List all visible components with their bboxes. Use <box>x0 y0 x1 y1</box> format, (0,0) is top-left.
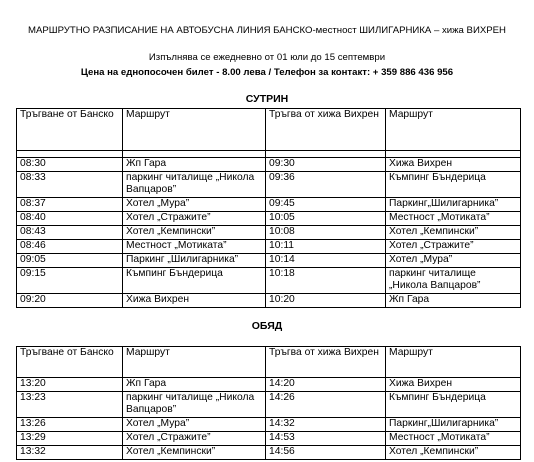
section-title-morning: СУТРИН <box>245 93 289 105</box>
departure-time-bansko: 08:37 <box>17 198 123 212</box>
spacer-cell <box>17 151 123 158</box>
route-stop: паркинг читалище „Никола Вапцаров” <box>123 172 266 198</box>
route-stop: Хотел „Стражите” <box>386 240 521 254</box>
table-row <box>17 240 521 254</box>
departure-time-vihren: 09:36 <box>266 172 386 198</box>
departure-time-vihren: 09:30 <box>266 158 386 172</box>
route-stop: Хижа Вихрен <box>123 294 266 308</box>
column-header-depart-bansko: Тръгване от Банско <box>17 109 123 151</box>
route-stop: Къмпинг Бъндерица <box>386 392 521 418</box>
table-row <box>17 392 521 418</box>
route-stop: Паркинг „Шилигарника” <box>123 254 266 268</box>
departure-time-bansko: 08:30 <box>17 158 123 172</box>
column-header-route: Маршрут <box>123 109 266 151</box>
route-stop: Жп Гара <box>386 294 521 308</box>
route-stop: Местност „Мотиката” <box>386 212 521 226</box>
route-stop: Къмпинг Бъндерица <box>123 268 266 294</box>
departure-time-vihren: 10:18 <box>266 268 386 294</box>
route-stop: Хижа Вихрен <box>386 158 521 172</box>
departure-time-bansko: 13:20 <box>17 378 123 392</box>
column-header-depart-bansko: Тръгване от Банско <box>17 347 123 378</box>
table-row <box>17 254 521 268</box>
column-header-depart-vihren: Тръгва от хижа Вихрен <box>266 347 386 378</box>
table-row <box>17 172 521 198</box>
departure-time-vihren: 14:53 <box>266 432 386 446</box>
price-and-contact: Цена на еднопосочен билет - 8.00 лева / Телефон за контакт: + 359 886 436 956 <box>80 67 454 78</box>
route-stop: Хотел „Мура” <box>123 418 266 432</box>
table-header-row <box>17 347 521 378</box>
table-row <box>17 294 521 308</box>
route-stop: Хотел „Кемпински” <box>386 446 521 460</box>
departure-time-bansko: 13:26 <box>17 418 123 432</box>
route-stop: Хижа Вихрен <box>386 378 521 392</box>
route-stop: паркинг читалище „Никола Вапцаров” <box>123 392 266 418</box>
route-stop: Жп Гара <box>123 378 266 392</box>
spacer-cell <box>266 151 386 158</box>
morning-timetable <box>16 108 521 308</box>
route-stop: Къмпинг Бъндерица <box>386 172 521 198</box>
departure-time-bansko: 08:43 <box>17 226 123 240</box>
section-title-noon: ОБЯД <box>251 320 283 332</box>
column-header-depart-vihren: Тръгва от хижа Вихрен <box>266 109 386 151</box>
departure-time-vihren: 14:56 <box>266 446 386 460</box>
route-stop: Хотел „Стражите” <box>123 212 266 226</box>
route-stop: Хотел „Мура” <box>386 254 521 268</box>
departure-time-vihren: 10:05 <box>266 212 386 226</box>
departure-time-vihren: 14:20 <box>266 378 386 392</box>
document-title: МАРШРУТНО РАЗПИСАНИЕ НА АВТОБУСНА ЛИНИЯ БАНСКО-местност ШИЛИГАРНИКА – хижа ВИХРЕН <box>28 25 506 36</box>
departure-time-bansko: 08:46 <box>17 240 123 254</box>
departure-time-vihren: 14:26 <box>266 392 386 418</box>
departure-time-vihren: 09:45 <box>266 198 386 212</box>
departure-time-vihren: 10:14 <box>266 254 386 268</box>
route-stop: Паркинг„Шилигарника” <box>386 418 521 432</box>
route-stop: Хотел „Кемпински” <box>123 226 266 240</box>
table-header-row <box>17 109 521 151</box>
route-stop: Местност „Мотиката” <box>123 240 266 254</box>
table-row <box>17 158 521 172</box>
route-stop: Хотел „Мура” <box>123 198 266 212</box>
route-stop: Хотел „Стражите” <box>123 432 266 446</box>
route-stop: Жп Гара <box>123 158 266 172</box>
table-row <box>17 212 521 226</box>
departure-time-bansko: 13:23 <box>17 392 123 418</box>
departure-time-bansko: 08:40 <box>17 212 123 226</box>
column-header-route: Маршрут <box>123 347 266 378</box>
noon-timetable <box>16 346 521 460</box>
route-stop: паркинг читалище „Никола Вапцаров” <box>386 268 521 294</box>
column-header-route: Маршрут <box>386 347 521 378</box>
spacer-row <box>17 151 521 158</box>
spacer-cell <box>123 151 266 158</box>
departure-time-vihren: 10:08 <box>266 226 386 240</box>
column-header-route: Маршрут <box>386 109 521 151</box>
table-row <box>17 226 521 240</box>
route-stop: Местност „Мотиката” <box>386 432 521 446</box>
route-stop: Хотел „Кемпински” <box>123 446 266 460</box>
spacer-cell <box>386 151 521 158</box>
departure-time-vihren: 10:11 <box>266 240 386 254</box>
departure-time-bansko: 08:33 <box>17 172 123 198</box>
table-row <box>17 432 521 446</box>
departure-time-bansko: 13:32 <box>17 446 123 460</box>
table-row <box>17 418 521 432</box>
table-row <box>17 446 521 460</box>
table-row <box>17 268 521 294</box>
table-row <box>17 378 521 392</box>
route-stop: Паркинг„Шилигарника” <box>386 198 521 212</box>
route-stop: Хотел „Кемпински” <box>386 226 521 240</box>
departure-time-bansko: 09:15 <box>17 268 123 294</box>
table-row <box>17 198 521 212</box>
departure-time-bansko: 09:05 <box>17 254 123 268</box>
departure-time-bansko: 13:29 <box>17 432 123 446</box>
schedule-validity: Изпълнява се ежедневно от 01 юли до 15 септември <box>148 52 386 63</box>
departure-time-vihren: 10:20 <box>266 294 386 308</box>
departure-time-vihren: 14:32 <box>266 418 386 432</box>
departure-time-bansko: 09:20 <box>17 294 123 308</box>
